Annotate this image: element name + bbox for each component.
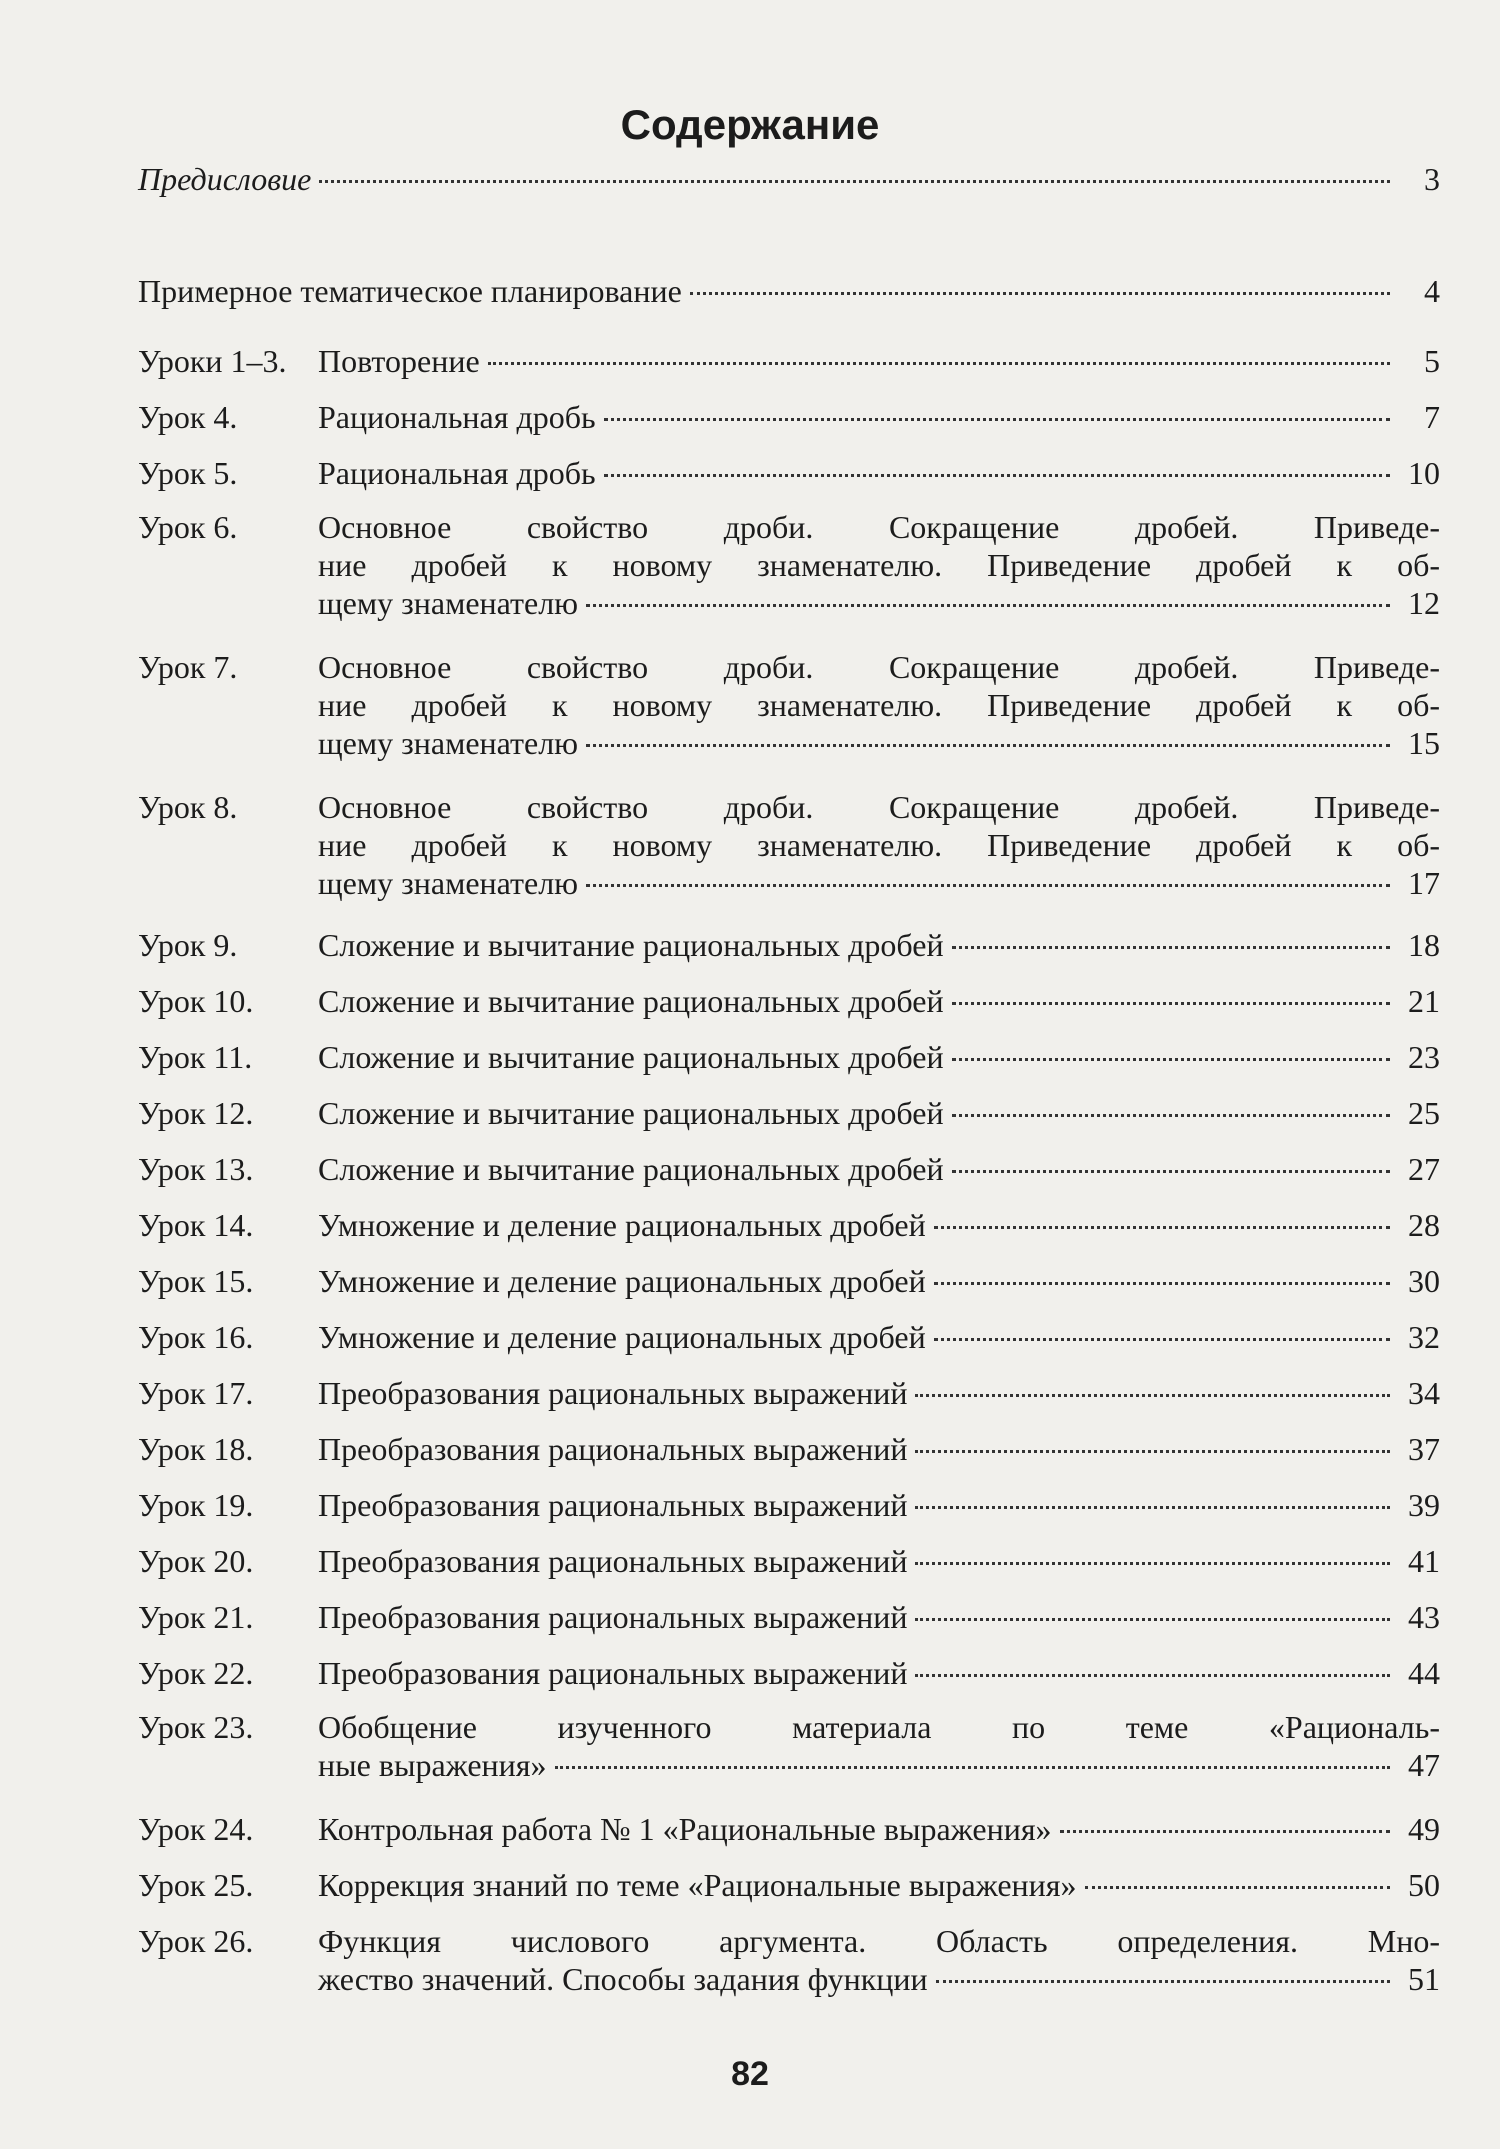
toc-page-number: 4 <box>1424 273 1440 309</box>
toc-entry-label: Урок 17. <box>138 1375 254 1411</box>
toc-entry-label: Урок 4. <box>138 399 238 435</box>
toc-page-number: 27 <box>1408 1151 1440 1187</box>
toc-entry-label: Урок 5. <box>138 455 238 491</box>
dot-leader <box>555 1766 1391 1769</box>
toc-entry-title <box>318 1542 1440 1580</box>
toc-entry-text: Контрольная работа № 1 «Рациональные выражения» <box>318 1811 1052 1847</box>
toc-entry-title <box>318 1374 1440 1412</box>
toc-page-number: 43 <box>1408 1599 1440 1635</box>
toc-page-number: 32 <box>1408 1319 1440 1355</box>
toc-entry-text: Основное свойство дроби. Сокращение дробей. Приведе- <box>318 789 1440 825</box>
dot-leader <box>915 1674 1390 1677</box>
toc-entry-title <box>138 160 1440 198</box>
toc-entry-text: Сложение и вычитание рациональных дробей <box>318 1039 944 1075</box>
toc-entry-title <box>318 1150 1440 1188</box>
toc-page-number: 39 <box>1408 1487 1440 1523</box>
dot-leader <box>915 1562 1390 1565</box>
toc-page-number: 5 <box>1424 343 1440 379</box>
dot-leader <box>488 362 1390 365</box>
toc-entry-label: Уроки 1–3. <box>138 343 287 379</box>
toc-entry-text: Коррекция знаний по теме «Рациональные выражения» <box>318 1867 1077 1903</box>
toc-entry-text: Сложение и вычитание рациональных дробей <box>318 1151 944 1187</box>
toc-entry-text: Повторение <box>318 343 480 379</box>
toc-entry-title <box>138 272 1440 310</box>
toc-entry-title <box>318 1654 1440 1692</box>
dot-leader <box>915 1450 1390 1453</box>
toc-entry-text: Основное свойство дроби. Сокращение дробей. Приведе- <box>318 509 1440 545</box>
toc-entry-label: Урок 26. <box>138 1923 254 1959</box>
toc-entry-text: Умножение и деление рациональных дробей <box>318 1263 926 1299</box>
toc-entry-text: Рациональная дробь <box>318 455 596 491</box>
toc-entry-label: Урок 25. <box>138 1867 254 1903</box>
dot-leader <box>952 946 1390 949</box>
dot-leader <box>952 1002 1390 1005</box>
toc-entry-label: Урок 6. <box>138 509 238 545</box>
toc-entry-text: Преобразования рациональных выражений <box>318 1655 908 1691</box>
toc-entry-title <box>318 1922 1440 1998</box>
toc-entry-title <box>318 508 1440 622</box>
toc-entry-label: Урок 14. <box>138 1207 254 1243</box>
toc-entry-title <box>318 1206 1440 1244</box>
dot-leader <box>319 180 1390 183</box>
toc-page-number: 3 <box>1424 161 1440 197</box>
toc-entry-label: Урок 15. <box>138 1263 254 1299</box>
page-title: Содержание <box>620 101 880 148</box>
toc-entry-label: Урок 9. <box>138 927 238 963</box>
toc-entry-title <box>318 398 1440 436</box>
toc-entry-label: Урок 21. <box>138 1599 254 1635</box>
toc-page-number: 50 <box>1408 1867 1440 1903</box>
toc-entry-text: Функция числового аргумента. Область определения. Мно- <box>318 1923 1440 1959</box>
toc-entry-text: Умножение и деление рациональных дробей <box>318 1319 926 1355</box>
toc-entry-text: Рациональная дробь <box>318 399 596 435</box>
toc-entry-text: ние дробей к новому знаменателю. Приведение дробей к об- <box>318 687 1440 723</box>
toc-entry-text: ные выражения» <box>318 1747 547 1783</box>
toc-page-number: 12 <box>1408 585 1440 621</box>
toc-entry-label: Урок 20. <box>138 1543 254 1579</box>
toc-entry-label: Урок 12. <box>138 1095 254 1131</box>
toc-page-number: 30 <box>1408 1263 1440 1299</box>
toc-page-number: 49 <box>1408 1811 1440 1847</box>
toc-page-number: 44 <box>1408 1655 1440 1691</box>
toc-entry-title <box>318 1094 1440 1132</box>
toc-entry-text: Преобразования рациональных выражений <box>318 1599 908 1635</box>
toc-entry-text: Преобразования рациональных выражений <box>318 1431 908 1467</box>
toc-entry-title <box>318 342 1440 380</box>
toc-entry-title <box>318 982 1440 1020</box>
toc-page-number: 47 <box>1408 1747 1440 1783</box>
toc-entry-text: ние дробей к новому знаменателю. Приведение дробей к об- <box>318 547 1440 583</box>
toc-entry-title <box>318 648 1440 762</box>
toc-entry-text: Примерное тематическое планирование <box>138 273 682 309</box>
dot-leader <box>934 1338 1390 1341</box>
toc-entry-title <box>318 1430 1440 1468</box>
toc-entry-label: Урок 22. <box>138 1655 254 1691</box>
toc-entry-label: Урок 13. <box>138 1151 254 1187</box>
toc-entry-title <box>318 1038 1440 1076</box>
dot-leader <box>690 292 1390 295</box>
dot-leader <box>586 744 1390 747</box>
dot-leader <box>915 1394 1390 1397</box>
toc-entry-title <box>318 788 1440 902</box>
dot-leader <box>952 1114 1390 1117</box>
toc-page-number: 34 <box>1408 1375 1440 1411</box>
toc-page-number: 18 <box>1408 927 1440 963</box>
toc-entry-text: Сложение и вычитание рациональных дробей <box>318 927 944 963</box>
toc-entry-title <box>318 454 1440 492</box>
dot-leader <box>915 1618 1390 1621</box>
dot-leader <box>1060 1830 1390 1833</box>
toc-entry-text: Предисловие <box>138 161 312 197</box>
toc-page-number: 51 <box>1408 1961 1440 1997</box>
dot-leader <box>952 1058 1390 1061</box>
toc-entry-text: Сложение и вычитание рациональных дробей <box>318 983 944 1019</box>
toc-page-number: 10 <box>1408 455 1440 491</box>
dot-leader <box>934 1226 1390 1229</box>
toc-page-number: 37 <box>1408 1431 1440 1467</box>
toc-entry-text: Преобразования рациональных выражений <box>318 1487 908 1523</box>
dot-leader <box>952 1170 1390 1173</box>
toc-entry-label: Урок 16. <box>138 1319 254 1355</box>
toc-entry-title <box>318 926 1440 964</box>
toc-entry-title <box>318 1262 1440 1300</box>
toc-page-number: 23 <box>1408 1039 1440 1075</box>
toc-entry-text: щему знаменателю <box>318 865 579 901</box>
toc-entry-text: Умножение и деление рациональных дробей <box>318 1207 926 1243</box>
toc-entry-text: жество значений. Способы задания функции <box>318 1961 928 1997</box>
dot-leader <box>936 1980 1390 1983</box>
toc-entry-label: Урок 8. <box>138 789 238 825</box>
toc-entry-text: щему знаменателю <box>318 585 579 621</box>
toc-page-number: 25 <box>1408 1095 1440 1131</box>
toc-entry-text: Преобразования рациональных выражений <box>318 1543 908 1579</box>
dot-leader <box>586 604 1390 607</box>
dot-leader <box>1085 1886 1391 1889</box>
toc-entry-label: Урок 11. <box>138 1039 253 1075</box>
toc-page-number: 15 <box>1408 725 1440 761</box>
toc-entry-text: Сложение и вычитание рациональных дробей <box>318 1095 944 1131</box>
toc-entry-title <box>318 1486 1440 1524</box>
toc-entry-text: ние дробей к новому знаменателю. Приведение дробей к об- <box>318 827 1440 863</box>
toc-entry-label: Урок 18. <box>138 1431 254 1467</box>
toc-page-number: 7 <box>1424 399 1440 435</box>
dot-leader <box>604 418 1390 421</box>
toc-entry-title <box>318 1318 1440 1356</box>
toc-entry-label: Урок 10. <box>138 983 254 1019</box>
toc-page-number: 41 <box>1408 1543 1440 1579</box>
dot-leader <box>915 1506 1390 1509</box>
toc-entry-title <box>318 1810 1440 1848</box>
dot-leader <box>586 884 1390 887</box>
toc-entry-text: Преобразования рациональных выражений <box>318 1375 908 1411</box>
dot-leader <box>604 474 1390 477</box>
toc-entry-label: Урок 24. <box>138 1811 254 1847</box>
toc-entry-title <box>318 1598 1440 1636</box>
page-number: 82 <box>731 2055 769 2093</box>
toc-entry-label: Урок 19. <box>138 1487 254 1523</box>
toc-entry-text: Обобщение изученного материала по теме «Рациональ- <box>318 1709 1440 1745</box>
toc-page-number: 28 <box>1408 1207 1440 1243</box>
dot-leader <box>934 1282 1390 1285</box>
toc-page-number: 17 <box>1408 865 1440 901</box>
toc-entry-title <box>318 1866 1440 1904</box>
toc-entry-text: щему знаменателю <box>318 725 579 761</box>
toc-entry-title <box>318 1708 1440 1784</box>
toc-entry-label: Урок 23. <box>138 1709 254 1745</box>
toc-entry-label: Урок 7. <box>138 649 238 685</box>
toc-entry-text: Основное свойство дроби. Сокращение дробей. Приведе- <box>318 649 1440 685</box>
toc-page-number: 21 <box>1408 983 1440 1019</box>
